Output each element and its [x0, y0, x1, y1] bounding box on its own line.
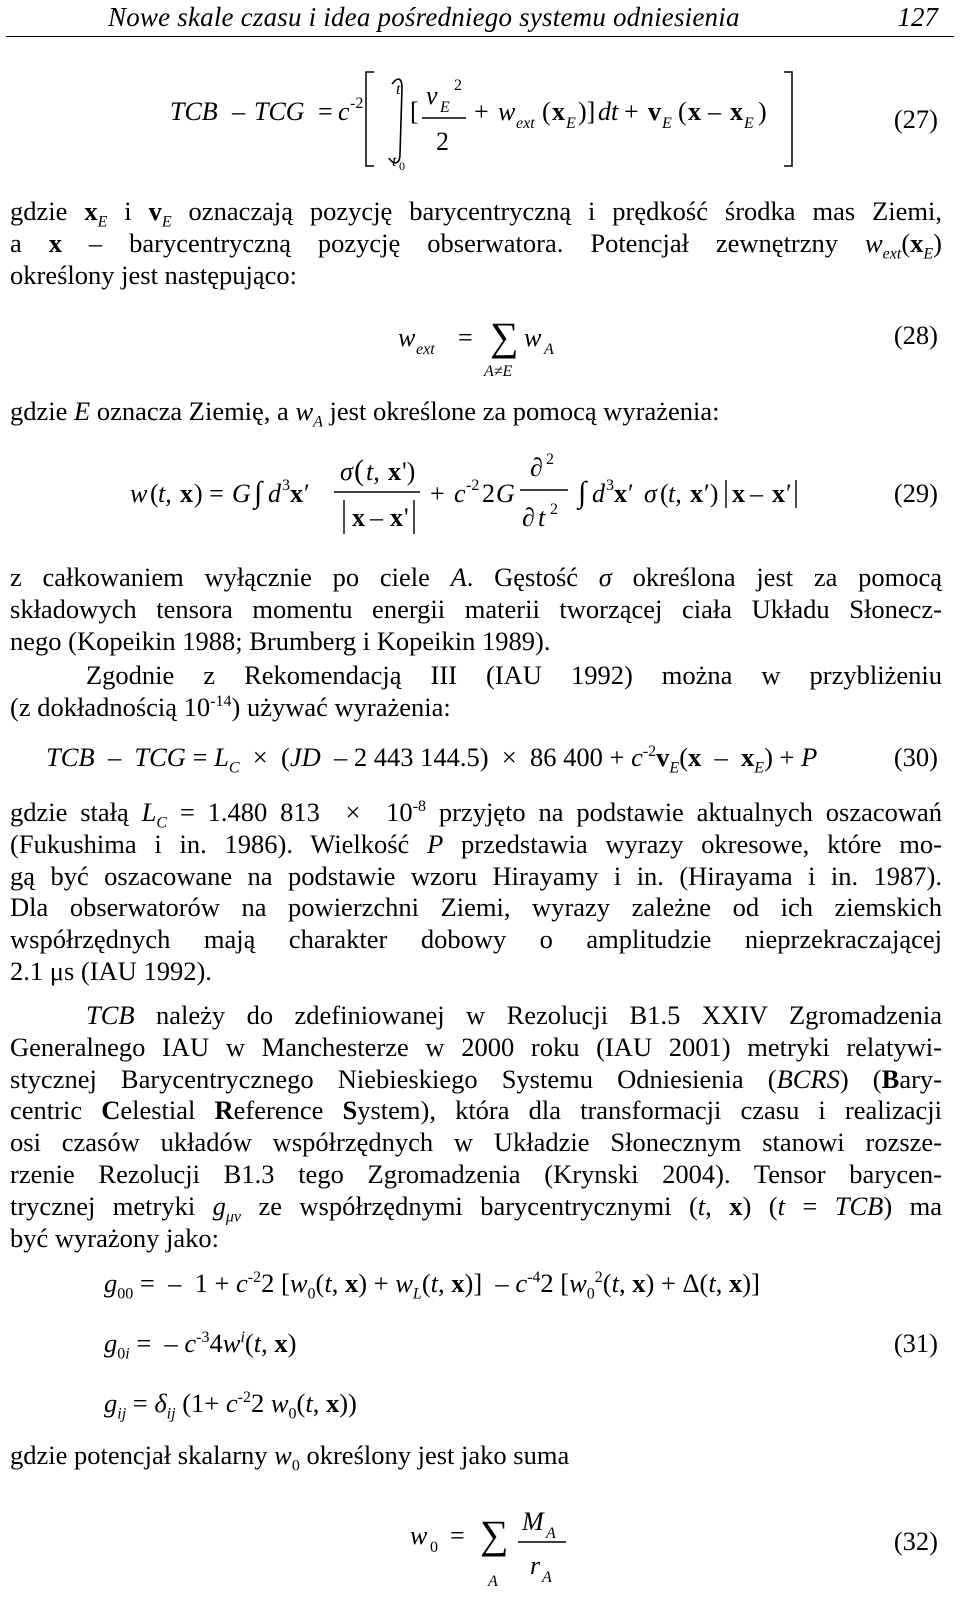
svg-text:r: r	[530, 1551, 541, 1580]
svg-text:x: x	[390, 503, 403, 532]
svg-text:′: ′	[628, 479, 634, 508]
svg-text:E: E	[662, 115, 672, 132]
svg-text:x: x	[732, 479, 745, 508]
svg-text:–: –	[370, 503, 383, 532]
svg-text:–: –	[708, 97, 721, 126]
paragraph-6-line-8: być wyrażony jako:	[10, 1222, 219, 1253]
equation-31-number: (31)	[893, 1328, 938, 1358]
svg-text:E: E	[440, 99, 450, 116]
svg-text:2: 2	[454, 77, 462, 94]
svg-text:x: x	[688, 97, 701, 126]
svg-text:E: E	[744, 115, 754, 132]
svg-text:3: 3	[606, 477, 614, 494]
svg-text:∑: ∑	[490, 314, 519, 359]
svg-text:[: [	[410, 97, 419, 126]
svg-text:(: (	[150, 479, 159, 508]
paragraph-5-line-1: gdzie stałą $L_C = 1.480$ $813 \times 10^{-8}$ przyjęto na podstawie aktualnych oszacowań	[10, 797, 943, 832]
paragraph-6-line-1: TCB należy do zdefiniowanej w Rezolucji B1.5 XXIV Zgromadzenia	[86, 1000, 942, 1030]
svg-text:∑: ∑	[480, 1512, 509, 1557]
paragraph-4-line-2: (z dokładnością $10^{-14}$) używać wyrażenia:	[10, 691, 451, 722]
equation-27-graphic	[170, 62, 810, 172]
paragraph-3-line-1: z całkowaniem wyłącznie po ciele A. Gęstość σ określona jest za pomocą	[10, 562, 942, 592]
equation-28	[398, 310, 598, 389]
paragraph-5-line-3: gą być oszacowane na podstawie wzoru Hirayamy i in. (Hirayama i in. 1987).	[10, 860, 942, 891]
running-title: Nowe skale czasu i idea pośredniego systemu odniesienia	[108, 2, 740, 32]
paragraph-1-line-2: a x – barycentryczną pozycję obserwatora. Potencjał zewnętrzny $w_{ext}(x_E)$	[10, 227, 942, 263]
paragraph-1-line-1: gdzie $x_E$ i $v_E$ oznaczają pozycję barycentryczną i prędkość środka mas Ziemi,	[10, 196, 942, 231]
svg-text:+: +	[474, 97, 489, 126]
svg-text:'): ')	[402, 457, 416, 486]
equation-31-line-3: $g_{ij} = \delta_{ij}$ ($1+ c^{-2}2$ $w_0(t$, x))	[104, 1388, 357, 1423]
svg-text:w: w	[410, 1521, 428, 1550]
svg-text:(: (	[678, 97, 687, 126]
paragraph-3	[10, 562, 942, 657]
svg-text:x: x	[552, 97, 565, 126]
svg-text:t,: t,	[668, 479, 682, 508]
paragraph-5-line-4: Dla obserwatorów na powierzchni Ziemi, wyrazy zależne od ich ziemskich	[10, 892, 942, 923]
svg-text:w: w	[524, 323, 542, 352]
equation-28-graphic	[398, 310, 598, 382]
svg-text:=: =	[318, 97, 333, 126]
svg-text:(: (	[542, 97, 551, 126]
svg-text:x: x	[772, 479, 785, 508]
paragraph-5	[10, 797, 942, 988]
svg-text:x: x	[290, 479, 303, 508]
equation-29-graphic	[130, 442, 830, 552]
paragraph-6-line-5: osi czasów układów współrzędnych w Układzie Słonecznym stanowi rozsze-	[10, 1127, 942, 1158]
paragraph-7	[10, 1440, 942, 1475]
equation-30-number: (30)	[893, 742, 938, 772]
svg-text:′): ′)	[704, 479, 719, 508]
svg-text:A: A	[546, 1525, 556, 1542]
paragraph-4-line-1: Zgodnie z Rekomendacją III (IAU 1992) można w przybliżeniu	[86, 660, 942, 690]
svg-text:t,: t,	[366, 457, 380, 486]
equation-27-number: (27)	[893, 104, 938, 134]
equation-29-number: (29)	[893, 478, 938, 508]
svg-text:A: A	[544, 341, 554, 358]
paragraph-1-line-3: określony jest następująco:	[10, 259, 298, 290]
svg-text:t: t	[392, 153, 397, 170]
svg-text:3: 3	[282, 477, 290, 494]
svg-text:∂: ∂	[522, 503, 535, 532]
svg-text:–: –	[750, 479, 763, 508]
paragraph-1	[10, 196, 942, 291]
svg-text:)]: )]	[578, 97, 596, 126]
paragraph-6-line-2: Generalnego IAU w Manchesterze w 2000 roku (IAU 2001) metryki relatywi-	[10, 1031, 942, 1062]
paragraph-6-line-7: trycznej metryki $g_{\mu\nu}$ ze współrzędnymi barycentrycznymi (t, x) (t = TCB) ma	[10, 1190, 942, 1226]
svg-text:2: 2	[546, 451, 554, 468]
equation-32-number: (32)	[893, 1526, 938, 1556]
paragraph-5-line-6: 2.1 μs (IAU 1992).	[10, 955, 212, 986]
svg-text:x: x	[388, 457, 401, 486]
svg-text:v: v	[648, 97, 661, 126]
equation-31-line-2: $g_{0i}$ = – $c^{-3}4w^i(t$, x)	[104, 1328, 297, 1363]
svg-text:0: 0	[399, 159, 405, 172]
paragraph-4	[10, 660, 942, 724]
paragraph-2-line-1: gdzie E oznacza Ziemię, a $w_A$ jest określone za pomocą wyrażenia:	[10, 396, 720, 431]
svg-text:2: 2	[436, 127, 449, 156]
svg-text:–: –	[232, 97, 245, 126]
svg-text:′: ′	[786, 479, 792, 508]
svg-text:w: w	[398, 323, 416, 352]
svg-text:0: 0	[430, 1539, 438, 1556]
svg-text:c: c	[454, 479, 466, 508]
svg-text:x: x	[730, 97, 743, 126]
svg-text:′: ′	[304, 479, 310, 508]
equation-31-line-1: $g_{00}$ = – $1 + c^{-2}2$ [$w_0(t$, $x) + w_L(t$, $x)] - c^{-4}2$ [$w_0^2(t$, x) + Δ(t, x)]	[104, 1268, 760, 1303]
svg-text:x: x	[180, 479, 193, 508]
svg-text:G: G	[232, 479, 251, 508]
svg-text:G: G	[496, 479, 515, 508]
svg-text:v: v	[426, 81, 438, 110]
paragraph-5-line-2: (Fukushima i in. 1986). Wielkość P przedstawia wyrazy okresowe, które mo-	[10, 828, 942, 859]
svg-text:2: 2	[550, 501, 558, 518]
svg-text:t,: t,	[158, 479, 172, 508]
svg-text:∂: ∂	[530, 453, 543, 482]
svg-text:t: t	[538, 503, 546, 532]
svg-text:ext: ext	[416, 341, 435, 358]
paragraph-7-line-1: gdzie potencjał skalarny $w_0$ określony jest jako suma	[10, 1440, 570, 1475]
svg-text:x: x	[352, 503, 365, 532]
svg-text:-2: -2	[350, 95, 364, 112]
svg-text:∫: ∫	[578, 476, 587, 509]
svg-text:d: d	[268, 479, 281, 508]
svg-text:∫: ∫	[254, 476, 263, 509]
svg-text:t: t	[396, 81, 401, 98]
svg-text:M: M	[522, 1507, 544, 1536]
svg-text:σ: σ	[644, 479, 657, 508]
svg-text:A: A	[542, 1569, 552, 1586]
svg-text:c: c	[338, 97, 350, 126]
svg-text:TCG: TCG	[254, 97, 305, 126]
paragraph-3-line-3: nego (Kopeikin 1988; Brumberg i Kopeikin 1989).	[10, 625, 551, 656]
svg-text:): )	[758, 97, 767, 126]
svg-text:2: 2	[482, 479, 495, 508]
svg-text:-2: -2	[466, 477, 480, 494]
page-number: 127	[897, 2, 938, 32]
paragraph-3-line-2: składowych tensora momentu energii materii tworzącej ciała Układu Słonecz-	[10, 593, 942, 624]
svg-text:=: =	[450, 1521, 465, 1550]
paragraph-6-line-3: stycznej Barycentrycznego Niebieskiego Systemu Odniesienia (BCRS) (Bary-	[10, 1063, 942, 1094]
running-header	[0, 0, 960, 38]
svg-text:dt: dt	[598, 97, 619, 126]
svg-text:(: (	[354, 454, 364, 487]
svg-text:w: w	[130, 479, 148, 508]
paragraph-2	[10, 396, 942, 431]
svg-text:E: E	[566, 115, 576, 132]
equation-32-graphic	[410, 1496, 590, 1596]
svg-text:=: =	[458, 323, 473, 352]
equation-30: TCB – TCG = $L_C \times (JD - 2$ 443 144.5) × 86 $400 + c^{-2}v_E(x - x_E) + P$	[46, 742, 818, 777]
svg-text:TCB: TCB	[170, 97, 218, 126]
svg-text:A: A	[488, 1573, 498, 1590]
svg-text:x: x	[614, 479, 627, 508]
equation-28-number: (28)	[893, 320, 938, 350]
svg-text:(: (	[660, 479, 669, 508]
svg-text:σ: σ	[340, 457, 353, 486]
svg-text:+: +	[624, 97, 639, 126]
svg-text:ext: ext	[516, 115, 535, 132]
paragraph-5-line-5: współrzędnych mają charakter dobowy o amplitudzie nieprzekraczającej	[10, 924, 942, 955]
svg-text:+: +	[430, 479, 445, 508]
svg-text:) =: ) =	[194, 479, 224, 508]
svg-text:d: d	[592, 479, 605, 508]
paragraph-6-line-6: rzenie Rezolucji B1.3 tego Zgromadzenia (Krynski 2004). Tensor barycen-	[10, 1158, 942, 1189]
svg-text:A≠E: A≠E	[484, 363, 513, 380]
paragraph-6-line-4: centric Celestial Reference System), która dla transformacji czasu i realizacji	[10, 1095, 942, 1126]
svg-text:': '	[404, 503, 409, 532]
equation-29	[130, 442, 830, 559]
svg-text:x: x	[690, 479, 703, 508]
equation-32	[410, 1496, 590, 1603]
header-rule	[6, 36, 954, 37]
paragraph-6	[10, 1000, 942, 1254]
svg-text:w: w	[498, 97, 516, 126]
